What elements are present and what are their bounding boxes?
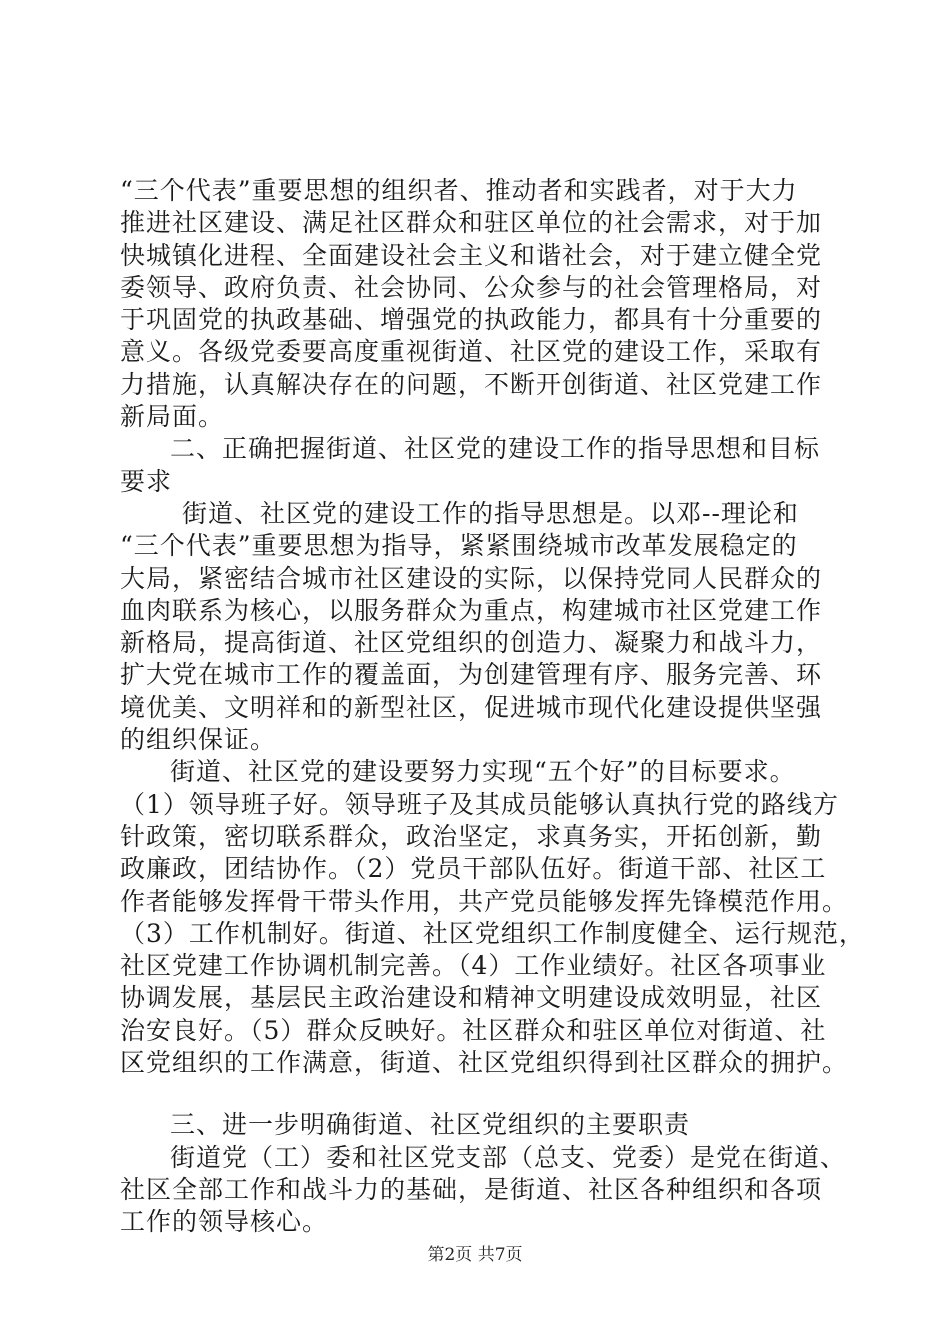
paragraph-line: 意义。各级党委要高度重视街道、社区党的建设工作，采取有 [120, 337, 823, 367]
paragraph-line: 新格局，提高街道、社区党组织的创造力、凝聚力和战斗力， [120, 628, 823, 658]
paragraph-line: 针政策，密切联系群众，政治坚定，求真务实，开拓创新，勤 [120, 821, 823, 851]
paragraph-line: 推进社区建设、满足社区群众和驻区单位的社会需求，对于加 [120, 208, 823, 238]
paragraph-line: “三个代表”重要思想为指导，紧紧围绕城市改革发展稳定的 [120, 531, 798, 561]
paragraph-line: 政廉政，团结协作。（2）党员干部队伍好。街道干部、社区工 [120, 854, 827, 884]
section-heading-3: 三、进一步明确街道、社区党组织的主要职责 [170, 1110, 691, 1140]
paragraph-gap [120, 1079, 840, 1109]
page-number-footer: 第2页 共7页 [427, 1245, 523, 1265]
paragraph-line: 的组织保证。 [120, 725, 277, 755]
paragraph-line: 快城镇化进程、全面建设社会主义和谐社会，对于建立健全党 [120, 240, 823, 270]
paragraph-line: 治安良好。（5）群众反映好。社区群众和驻区单位对街道、社 [120, 1015, 827, 1045]
paragraph-line: 委领导、政府负责、社会协同、公众参与的社会管理格局，对 [120, 272, 823, 302]
paragraph-line: 社区全部工作和战斗力的基础，是街道、社区各种组织和各项 [120, 1174, 823, 1204]
paragraph-line: （1）领导班子好。领导班子及其成员能够认真执行党的路线方 [120, 789, 839, 819]
paragraph-line: 血肉联系为核心，以服务群众为重点，构建城市社区党建工作 [120, 595, 823, 625]
section-heading-2: 二、正确把握街道、社区党的建设工作的指导思想和目标 [170, 434, 821, 464]
section-heading-2-cont: 要求 [120, 466, 173, 496]
paragraph-line: 扩大党在城市工作的覆盖面，为创建管理有序、服务完善、环 [120, 660, 823, 690]
paragraph-line: “三个代表”重要思想的组织者、推动者和实践者，对于大力 [120, 176, 798, 205]
body-text [120, 175, 865, 1239]
paragraph-line: 大局，紧密结合城市社区建设的实际，以保持党同人民群众的 [120, 563, 823, 593]
paragraph-line: 区党组织的工作满意，街道、社区党组织得到社区群众的拥护。 [120, 1048, 849, 1078]
paragraph-line: 街道党（工）委和社区党支部（总支、党委）是党在街道、 [170, 1142, 847, 1172]
paragraph-line: 街道、社区党的建设工作的指导思想是。以邓--理论和 [182, 498, 799, 528]
paragraph-line: 新局面。 [120, 402, 225, 432]
paragraph-line: 于巩固党的执政基础、增强党的执政能力，都具有十分重要的 [120, 305, 823, 335]
paragraph-line: 协调发展，基层民主政治建设和精神文明建设成效明显，社区 [120, 983, 823, 1013]
paragraph-line: 工作的领导核心。 [120, 1207, 329, 1237]
paragraph-line: （3）工作机制好。街道、社区党组织工作制度健全、运行规范， [120, 918, 865, 948]
paragraph-line: 作者能够发挥骨干带头作用，共产党员能够发挥先锋模范作用。 [120, 886, 849, 916]
paragraph-line: 境优美、文明祥和的新型社区，促进城市现代化建设提供坚强 [120, 692, 823, 722]
paragraph-line: 街道、社区党的建设要努力实现“五个好”的目标要求。 [170, 757, 796, 787]
paragraph-line: 力措施，认真解决存在的问题，不断开创街道、社区党建工作 [120, 369, 823, 399]
paragraph-line: 社区党建工作协调机制完善。（4）工作业绩好。社区各项事业 [120, 951, 827, 981]
